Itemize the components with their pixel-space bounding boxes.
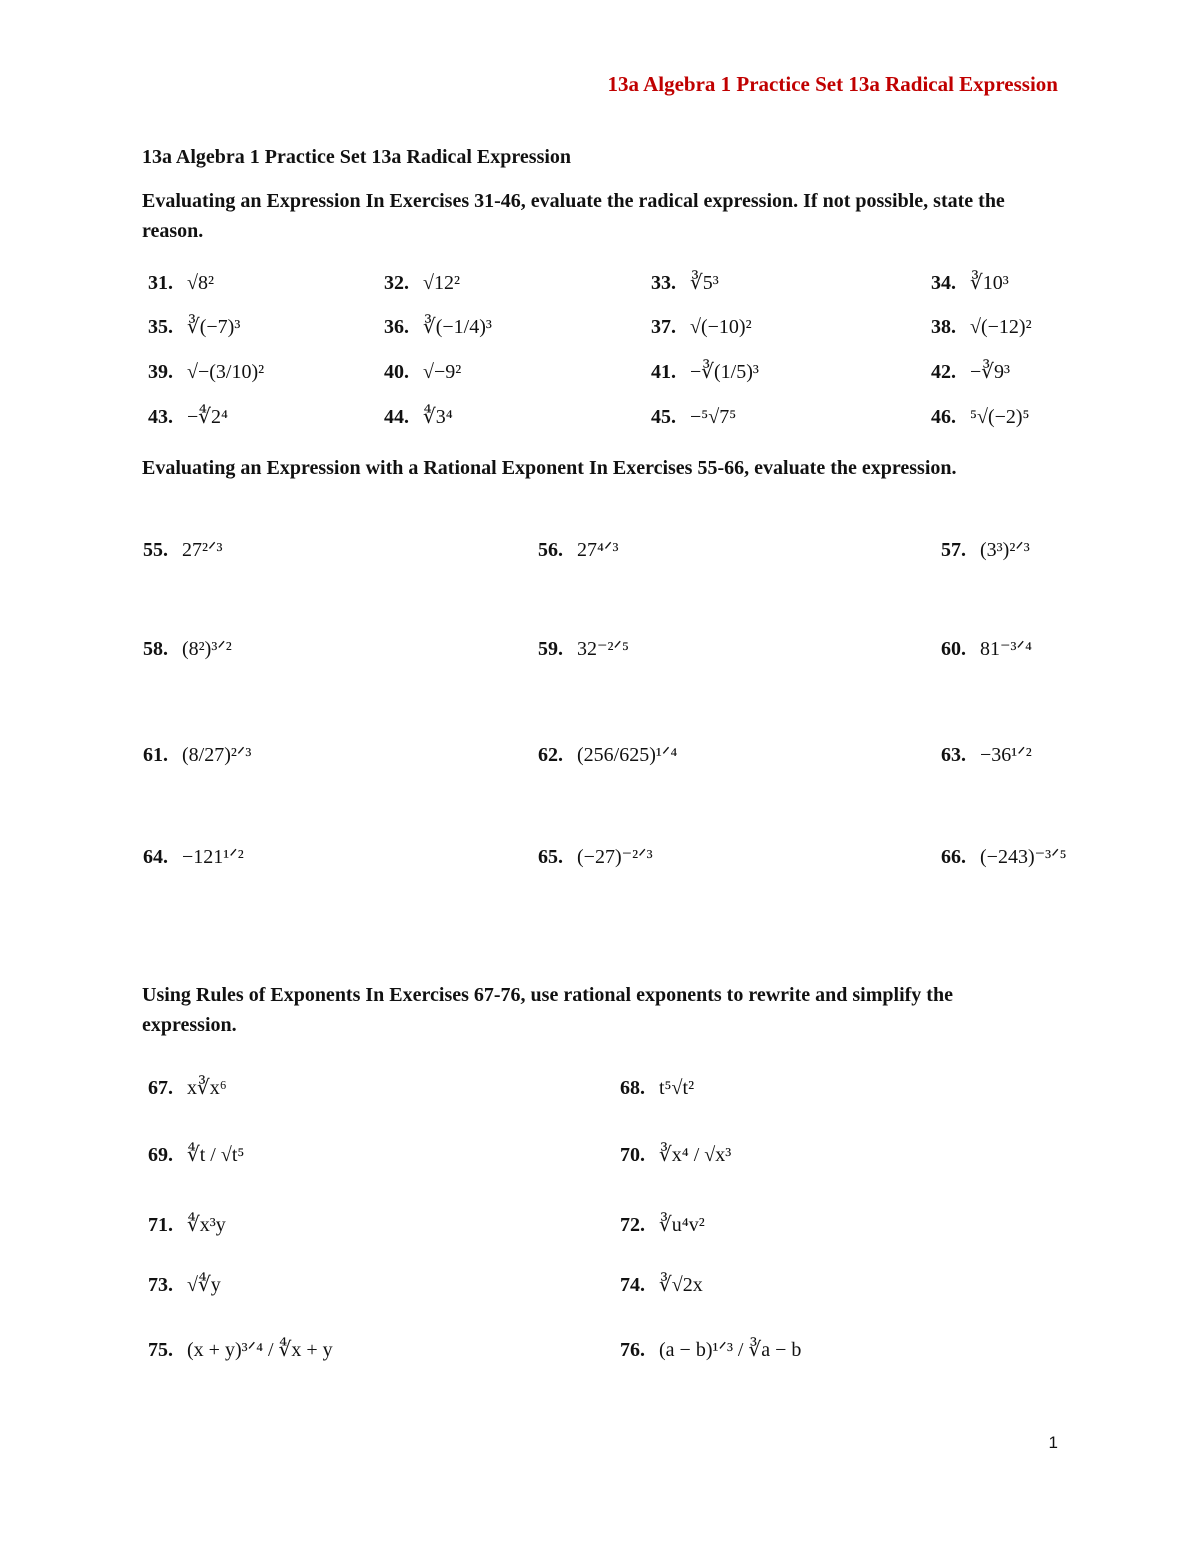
exercise-expression: √−9²: [423, 361, 462, 383]
exercise-number: 56.: [538, 539, 563, 561]
exercise-item: [538, 634, 629, 664]
exercise-item: [148, 312, 240, 342]
exercise-number: 37.: [651, 316, 676, 338]
exercise-number: 72.: [620, 1214, 645, 1236]
exercise-expression: −∜2⁴: [187, 406, 228, 428]
exercise-expression: ∛5³: [690, 272, 719, 294]
exercise-number: 76.: [620, 1339, 645, 1361]
exercise-number: 46.: [931, 406, 956, 428]
exercise-item: [143, 535, 222, 565]
document-title: 13a Algebra 1 Practice Set 13a Radical Expression: [142, 146, 572, 168]
section2-instructions: Evaluating an Expression with a Rational Exponent In Exercises 55-66, evaluate the expression.: [142, 457, 957, 479]
exercise-item: [148, 268, 214, 298]
exercise-item: [941, 740, 1032, 770]
exercise-item: [384, 357, 461, 387]
exercise-expression: ∜3⁴: [423, 406, 453, 428]
exercise-number: 33.: [651, 272, 676, 294]
exercise-item: [148, 1073, 227, 1103]
exercise-expression: √−(3/10)²: [187, 361, 265, 383]
exercise-expression: 27²ᐟ³: [182, 539, 223, 561]
exercise-item: [620, 1210, 705, 1240]
exercise-expression: (3³)²ᐟ³: [980, 539, 1030, 561]
exercise-expression: √∜y: [187, 1274, 221, 1296]
exercise-expression: ∛10³: [970, 272, 1009, 294]
exercise-item: [931, 312, 1032, 342]
exercise-item: [538, 842, 653, 872]
exercise-number: 39.: [148, 361, 173, 383]
page-number: 1: [1048, 1433, 1058, 1452]
exercise-item: [651, 357, 759, 387]
exercise-item: [538, 740, 677, 770]
exercise-item: [384, 312, 492, 342]
exercise-item: [148, 1270, 221, 1300]
exercise-expression: ∛(−7)³: [187, 316, 241, 338]
section1-instructions: Evaluating an Expression In Exercises 31-46, evaluate the radical expression. If not possible, state the reason.: [142, 190, 1005, 242]
exercise-number: 68.: [620, 1077, 645, 1099]
exercise-expression: √8²: [187, 272, 214, 294]
exercise-number: 41.: [651, 361, 676, 383]
exercise-number: 71.: [148, 1214, 173, 1236]
exercise-number: 61.: [143, 744, 168, 766]
exercise-expression: (256/625)¹ᐟ⁴: [577, 744, 678, 766]
exercise-expression: √(−10)²: [690, 316, 752, 338]
exercise-item: [941, 842, 1067, 872]
exercise-item: [931, 268, 1009, 298]
exercise-item: [941, 535, 1030, 565]
exercise-expression: t⁵√t²: [659, 1077, 695, 1099]
exercise-expression: (−243)⁻³ᐟ⁵: [980, 846, 1067, 868]
exercise-expression: ∛x⁴ / √x³: [659, 1144, 732, 1166]
exercise-number: 69.: [148, 1144, 173, 1166]
exercise-number: 58.: [143, 638, 168, 660]
exercise-number: 75.: [148, 1339, 173, 1361]
exercise-item: [941, 634, 1032, 664]
exercise-number: 45.: [651, 406, 676, 428]
exercise-item: [143, 842, 244, 872]
exercise-number: 32.: [384, 272, 409, 294]
exercise-number: 63.: [941, 744, 966, 766]
exercise-number: 74.: [620, 1274, 645, 1296]
exercise-item: [384, 402, 453, 432]
exercise-expression: 81⁻³ᐟ⁴: [980, 638, 1032, 660]
exercise-expression: (x + y)³ᐟ⁴ / ∜x + y: [187, 1339, 333, 1361]
exercise-expression: ⁵√(−2)⁵: [970, 406, 1030, 428]
exercise-item: [148, 1210, 226, 1240]
exercise-item: [148, 1335, 333, 1365]
exercise-number: 40.: [384, 361, 409, 383]
exercise-number: 42.: [931, 361, 956, 383]
exercise-expression: (8/27)²ᐟ³: [182, 744, 252, 766]
exercise-expression: −121¹ᐟ²: [182, 846, 244, 868]
exercise-item: [931, 402, 1030, 432]
exercise-expression: −∛(1/5)³: [690, 361, 759, 383]
exercise-number: 65.: [538, 846, 563, 868]
exercise-expression: ∛√2x: [659, 1274, 703, 1296]
exercise-number: 44.: [384, 406, 409, 428]
exercise-item: [384, 268, 460, 298]
exercise-expression: ∛(−1/4)³: [423, 316, 492, 338]
exercise-expression: ∜t / √t⁵: [187, 1144, 245, 1166]
exercise-expression: (a − b)¹ᐟ³ / ∛a − b: [659, 1339, 802, 1361]
exercise-number: 62.: [538, 744, 563, 766]
exercise-expression: −⁵√7⁵: [690, 406, 737, 428]
exercise-item: [148, 1140, 244, 1170]
exercise-item: [651, 402, 736, 432]
exercise-item: [620, 1270, 703, 1300]
exercise-expression: (−27)⁻²ᐟ³: [577, 846, 653, 868]
exercise-number: 59.: [538, 638, 563, 660]
exercise-number: 57.: [941, 539, 966, 561]
exercise-expression: √(−12)²: [970, 316, 1032, 338]
exercise-expression: √12²: [423, 272, 460, 294]
exercise-number: 66.: [941, 846, 966, 868]
section3-instructions: Using Rules of Exponents In Exercises 67-76, use rational exponents to rewrite and simplify the expression.: [142, 984, 953, 1036]
exercise-expression: ∜x³y: [187, 1214, 226, 1236]
exercise-number: 64.: [143, 846, 168, 868]
exercise-number: 38.: [931, 316, 956, 338]
exercise-item: [620, 1140, 731, 1170]
exercise-item: [148, 402, 228, 432]
exercise-item: [931, 357, 1010, 387]
exercise-expression: x∛x⁶: [187, 1077, 227, 1099]
exercise-number: 60.: [941, 638, 966, 660]
running-header: 13a Algebra 1 Practice Set 13a Radical Expression: [607, 72, 1058, 96]
exercise-item: [651, 268, 719, 298]
exercise-expression: 27⁴ᐟ³: [577, 539, 619, 561]
exercise-number: 70.: [620, 1144, 645, 1166]
exercise-number: 36.: [384, 316, 409, 338]
exercise-expression: −∛9³: [970, 361, 1011, 383]
exercise-expression: ∛u⁴v²: [659, 1214, 705, 1236]
exercise-number: 35.: [148, 316, 173, 338]
exercise-item: [651, 312, 752, 342]
exercise-number: 43.: [148, 406, 173, 428]
exercise-expression: (8²)³ᐟ²: [182, 638, 232, 660]
exercise-item: [143, 634, 232, 664]
exercise-item: [143, 740, 251, 770]
exercise-item: [620, 1335, 801, 1365]
exercise-item: [538, 535, 618, 565]
exercise-number: 31.: [148, 272, 173, 294]
exercise-number: 73.: [148, 1274, 173, 1296]
exercise-item: [620, 1073, 694, 1103]
exercise-item: [148, 357, 264, 387]
exercise-number: 55.: [143, 539, 168, 561]
exercise-number: 67.: [148, 1077, 173, 1099]
exercise-number: 34.: [931, 272, 956, 294]
exercise-expression: 32⁻²ᐟ⁵: [577, 638, 629, 660]
exercise-expression: −36¹ᐟ²: [980, 744, 1032, 766]
